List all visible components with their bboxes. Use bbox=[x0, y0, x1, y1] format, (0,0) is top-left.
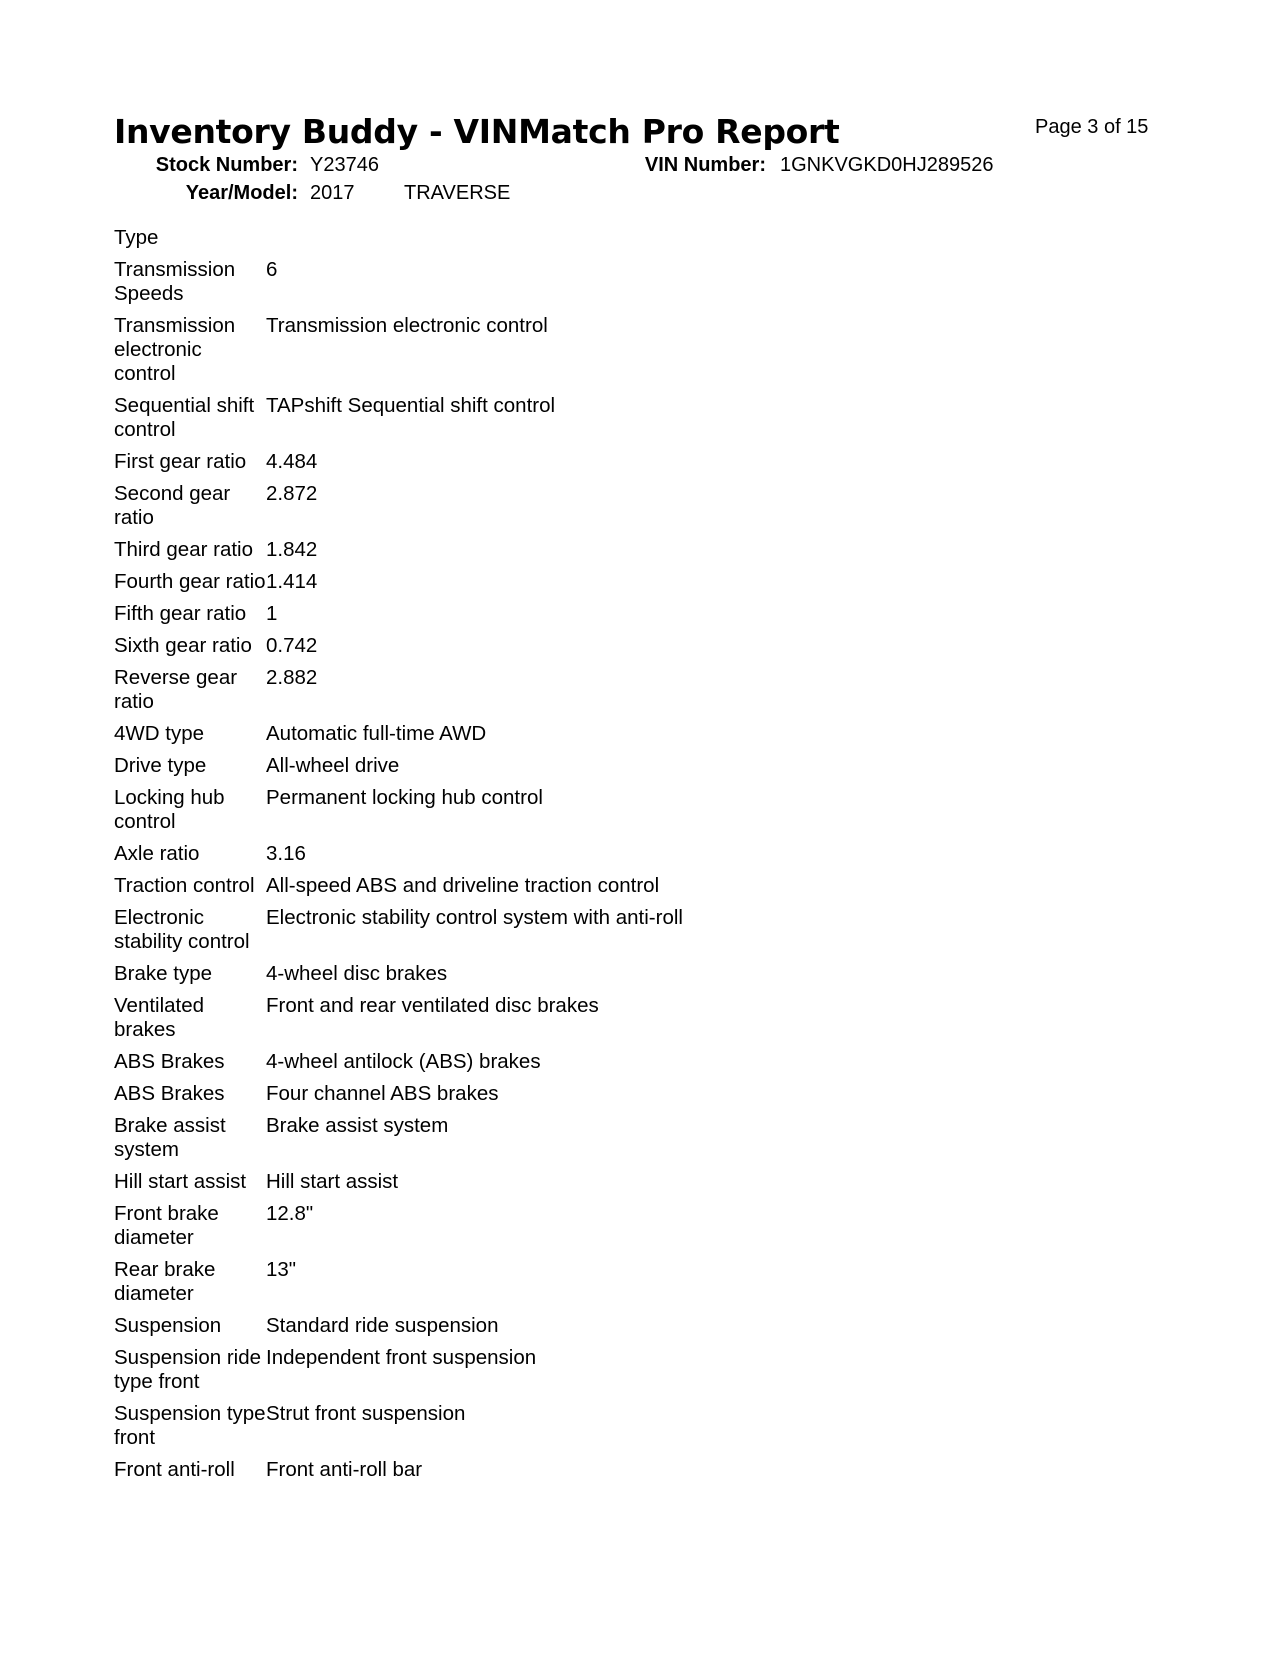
spec-label: Fourth gear ratio bbox=[114, 570, 266, 593]
spec-label: Electronic stability control bbox=[114, 906, 250, 953]
spec-label: Third gear ratio bbox=[114, 538, 254, 561]
spec-label: Transmission electronic control bbox=[114, 314, 236, 385]
vin-number-value: 1GNKVGKD0HJ289526 bbox=[780, 154, 994, 176]
spec-row bbox=[114, 538, 683, 570]
spec-value: 2.872 bbox=[266, 482, 318, 505]
spec-value: Transmission electronic control bbox=[266, 314, 548, 337]
spec-value: TAPshift Sequential shift control bbox=[266, 394, 556, 417]
year-model-label: Year/Model: bbox=[185, 182, 298, 204]
spec-value: 12.8" bbox=[266, 1202, 314, 1225]
report-title: Inventory Buddy - VINMatch Pro Report bbox=[114, 112, 840, 151]
spec-label: Transmission Speeds bbox=[114, 258, 236, 305]
spec-row bbox=[114, 226, 683, 258]
spec-value: Four channel ABS brakes bbox=[266, 1082, 499, 1105]
year-value: 2017 bbox=[310, 182, 355, 204]
spec-value: 1 bbox=[266, 602, 278, 625]
spec-label: Hill start assist bbox=[114, 1170, 247, 1193]
spec-label: Suspension ride type front bbox=[114, 1346, 262, 1393]
spec-label: Front anti-roll bbox=[114, 1458, 235, 1481]
spec-label: Sixth gear ratio bbox=[114, 634, 252, 657]
spec-label: Brake type bbox=[114, 962, 212, 985]
spec-row bbox=[114, 1402, 683, 1458]
spec-label: Traction control bbox=[114, 874, 255, 897]
spec-row bbox=[114, 482, 683, 538]
spec-value: 1.842 bbox=[266, 538, 318, 561]
spec-label: Locking hub control bbox=[114, 786, 225, 833]
spec-row bbox=[114, 666, 683, 722]
spec-row bbox=[114, 906, 683, 962]
spec-row bbox=[114, 754, 683, 786]
spec-label: Brake assist system bbox=[114, 1114, 226, 1161]
spec-row bbox=[114, 258, 683, 314]
spec-row bbox=[114, 962, 683, 994]
stock-number-label: Stock Number: bbox=[155, 154, 298, 176]
spec-table bbox=[114, 226, 683, 1490]
spec-row bbox=[114, 842, 683, 874]
spec-label: Suspension bbox=[114, 1314, 222, 1337]
spec-value: 4-wheel disc brakes bbox=[266, 962, 448, 985]
spec-row bbox=[114, 1082, 683, 1114]
spec-row bbox=[114, 1114, 683, 1170]
spec-value: 4-wheel antilock (ABS) brakes bbox=[266, 1050, 541, 1073]
spec-row bbox=[114, 722, 683, 754]
spec-row bbox=[114, 1346, 683, 1402]
spec-row bbox=[114, 994, 683, 1050]
spec-row bbox=[114, 634, 683, 666]
spec-row bbox=[114, 1314, 683, 1346]
spec-value: Automatic full-time AWD bbox=[266, 722, 487, 745]
spec-value: 1.414 bbox=[266, 570, 318, 593]
stock-number-value: Y23746 bbox=[310, 154, 379, 176]
spec-value: Brake assist system bbox=[266, 1114, 449, 1137]
spec-label: Type bbox=[114, 226, 159, 249]
spec-label: Reverse gear ratio bbox=[114, 666, 238, 713]
spec-row bbox=[114, 1458, 683, 1490]
spec-value: All-speed ABS and driveline traction control bbox=[266, 874, 660, 897]
spec-row bbox=[114, 1258, 683, 1314]
spec-label: ABS Brakes bbox=[114, 1082, 225, 1105]
spec-label: Drive type bbox=[114, 754, 207, 777]
spec-row bbox=[114, 1202, 683, 1258]
spec-row bbox=[114, 570, 683, 602]
model-value: TRAVERSE bbox=[404, 182, 511, 204]
spec-label: Front brake diameter bbox=[114, 1202, 219, 1249]
page-indicator: Page 3 of 15 bbox=[1035, 116, 1149, 138]
spec-value: Strut front suspension bbox=[266, 1402, 466, 1425]
spec-value: 3.16 bbox=[266, 842, 306, 865]
spec-row bbox=[114, 1170, 683, 1202]
spec-label: Suspension type front bbox=[114, 1402, 266, 1449]
spec-table-body bbox=[114, 226, 683, 1490]
spec-label: Sequential shift control bbox=[114, 394, 255, 441]
spec-value: Front anti-roll bar bbox=[266, 1458, 423, 1481]
spec-value: Independent front suspension bbox=[266, 1346, 537, 1369]
spec-row bbox=[114, 314, 683, 394]
spec-label: Fifth gear ratio bbox=[114, 602, 247, 625]
spec-row bbox=[114, 394, 683, 450]
spec-value: 2.882 bbox=[266, 666, 318, 689]
spec-label: Ventilated brakes bbox=[114, 994, 205, 1041]
spec-label: Axle ratio bbox=[114, 842, 200, 865]
spec-value: 6 bbox=[266, 258, 278, 281]
spec-row bbox=[114, 602, 683, 634]
spec-value: 13" bbox=[266, 1258, 297, 1281]
spec-label: ABS Brakes bbox=[114, 1050, 225, 1073]
spec-row bbox=[114, 450, 683, 482]
spec-row bbox=[114, 1050, 683, 1082]
spec-row bbox=[114, 786, 683, 842]
spec-row bbox=[114, 874, 683, 906]
spec-value: All-wheel drive bbox=[266, 754, 400, 777]
spec-value: Standard ride suspension bbox=[266, 1314, 499, 1337]
spec-value: Permanent locking hub control bbox=[266, 786, 543, 809]
spec-value bbox=[266, 226, 683, 258]
spec-label: Second gear ratio bbox=[114, 482, 231, 529]
spec-value: 4.484 bbox=[266, 450, 318, 473]
spec-value: Electronic stability control system with anti-roll bbox=[266, 906, 683, 929]
spec-value: Front and rear ventilated disc brakes bbox=[266, 994, 599, 1017]
spec-label: First gear ratio bbox=[114, 450, 247, 473]
spec-label: Rear brake diameter bbox=[114, 1258, 216, 1305]
spec-value: 0.742 bbox=[266, 634, 318, 657]
vin-number-label: VIN Number: bbox=[644, 154, 766, 176]
spec-value: Hill start assist bbox=[266, 1170, 399, 1193]
spec-label: 4WD type bbox=[114, 722, 204, 745]
